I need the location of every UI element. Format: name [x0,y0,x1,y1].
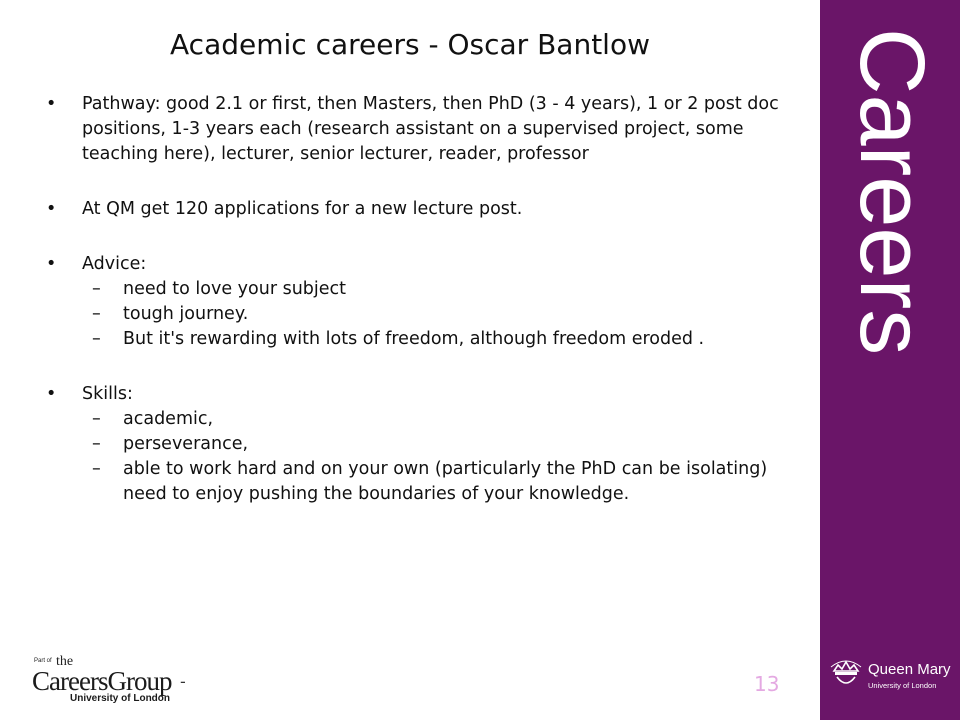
footer-dash: - [180,672,186,691]
careers-group-name: CareersGroup [32,666,172,696]
sidebar [820,0,960,720]
sidebar-careers-word: Careers [841,28,943,356]
advice-list [46,277,806,352]
skills-item: – academic, [46,407,806,432]
bullet-skills: • Skills: [46,382,806,407]
slide-content [46,92,806,507]
careers-group-logo [30,652,200,704]
advice-item: – need to love your subject [46,277,806,302]
advice-item: – tough journey. [46,302,806,327]
queen-mary-university: University of London [868,681,937,690]
queen-mary-logo [828,655,958,695]
slide-title: Academic careers - Oscar Bantlow [170,28,650,61]
careers-group-university: University of London [70,693,170,704]
bullet-pathway: • Pathway: good 2.1 or first, then Masters, then PhD (3 - 4 years), 1 or 2 post doc positions, 1-3 years each (research assistant on a supervised project, some teaching here), lecturer, senior lecturer, reader, professor [46,92,806,167]
careers-group-part-of: Part of [34,658,52,664]
careers-group-the: the [56,654,74,669]
page-number: 13 [754,672,780,696]
advice-item: – But it's rewarding with lots of freedom, although freedom eroded . [46,327,806,352]
skills-item: – perseverance, [46,432,806,457]
bullet-applications: • At QM get 120 applications for a new lecture post. [46,197,806,222]
queen-mary-crest-icon [828,657,864,695]
queen-mary-name: Queen Mary [868,661,951,678]
skills-list [46,407,806,507]
bullet-advice: • Advice: [46,252,806,277]
skills-item: – able to work hard and on your own (particularly the PhD can be isolating) need to enjoy pushing the boundaries of your knowledge. [46,457,806,507]
